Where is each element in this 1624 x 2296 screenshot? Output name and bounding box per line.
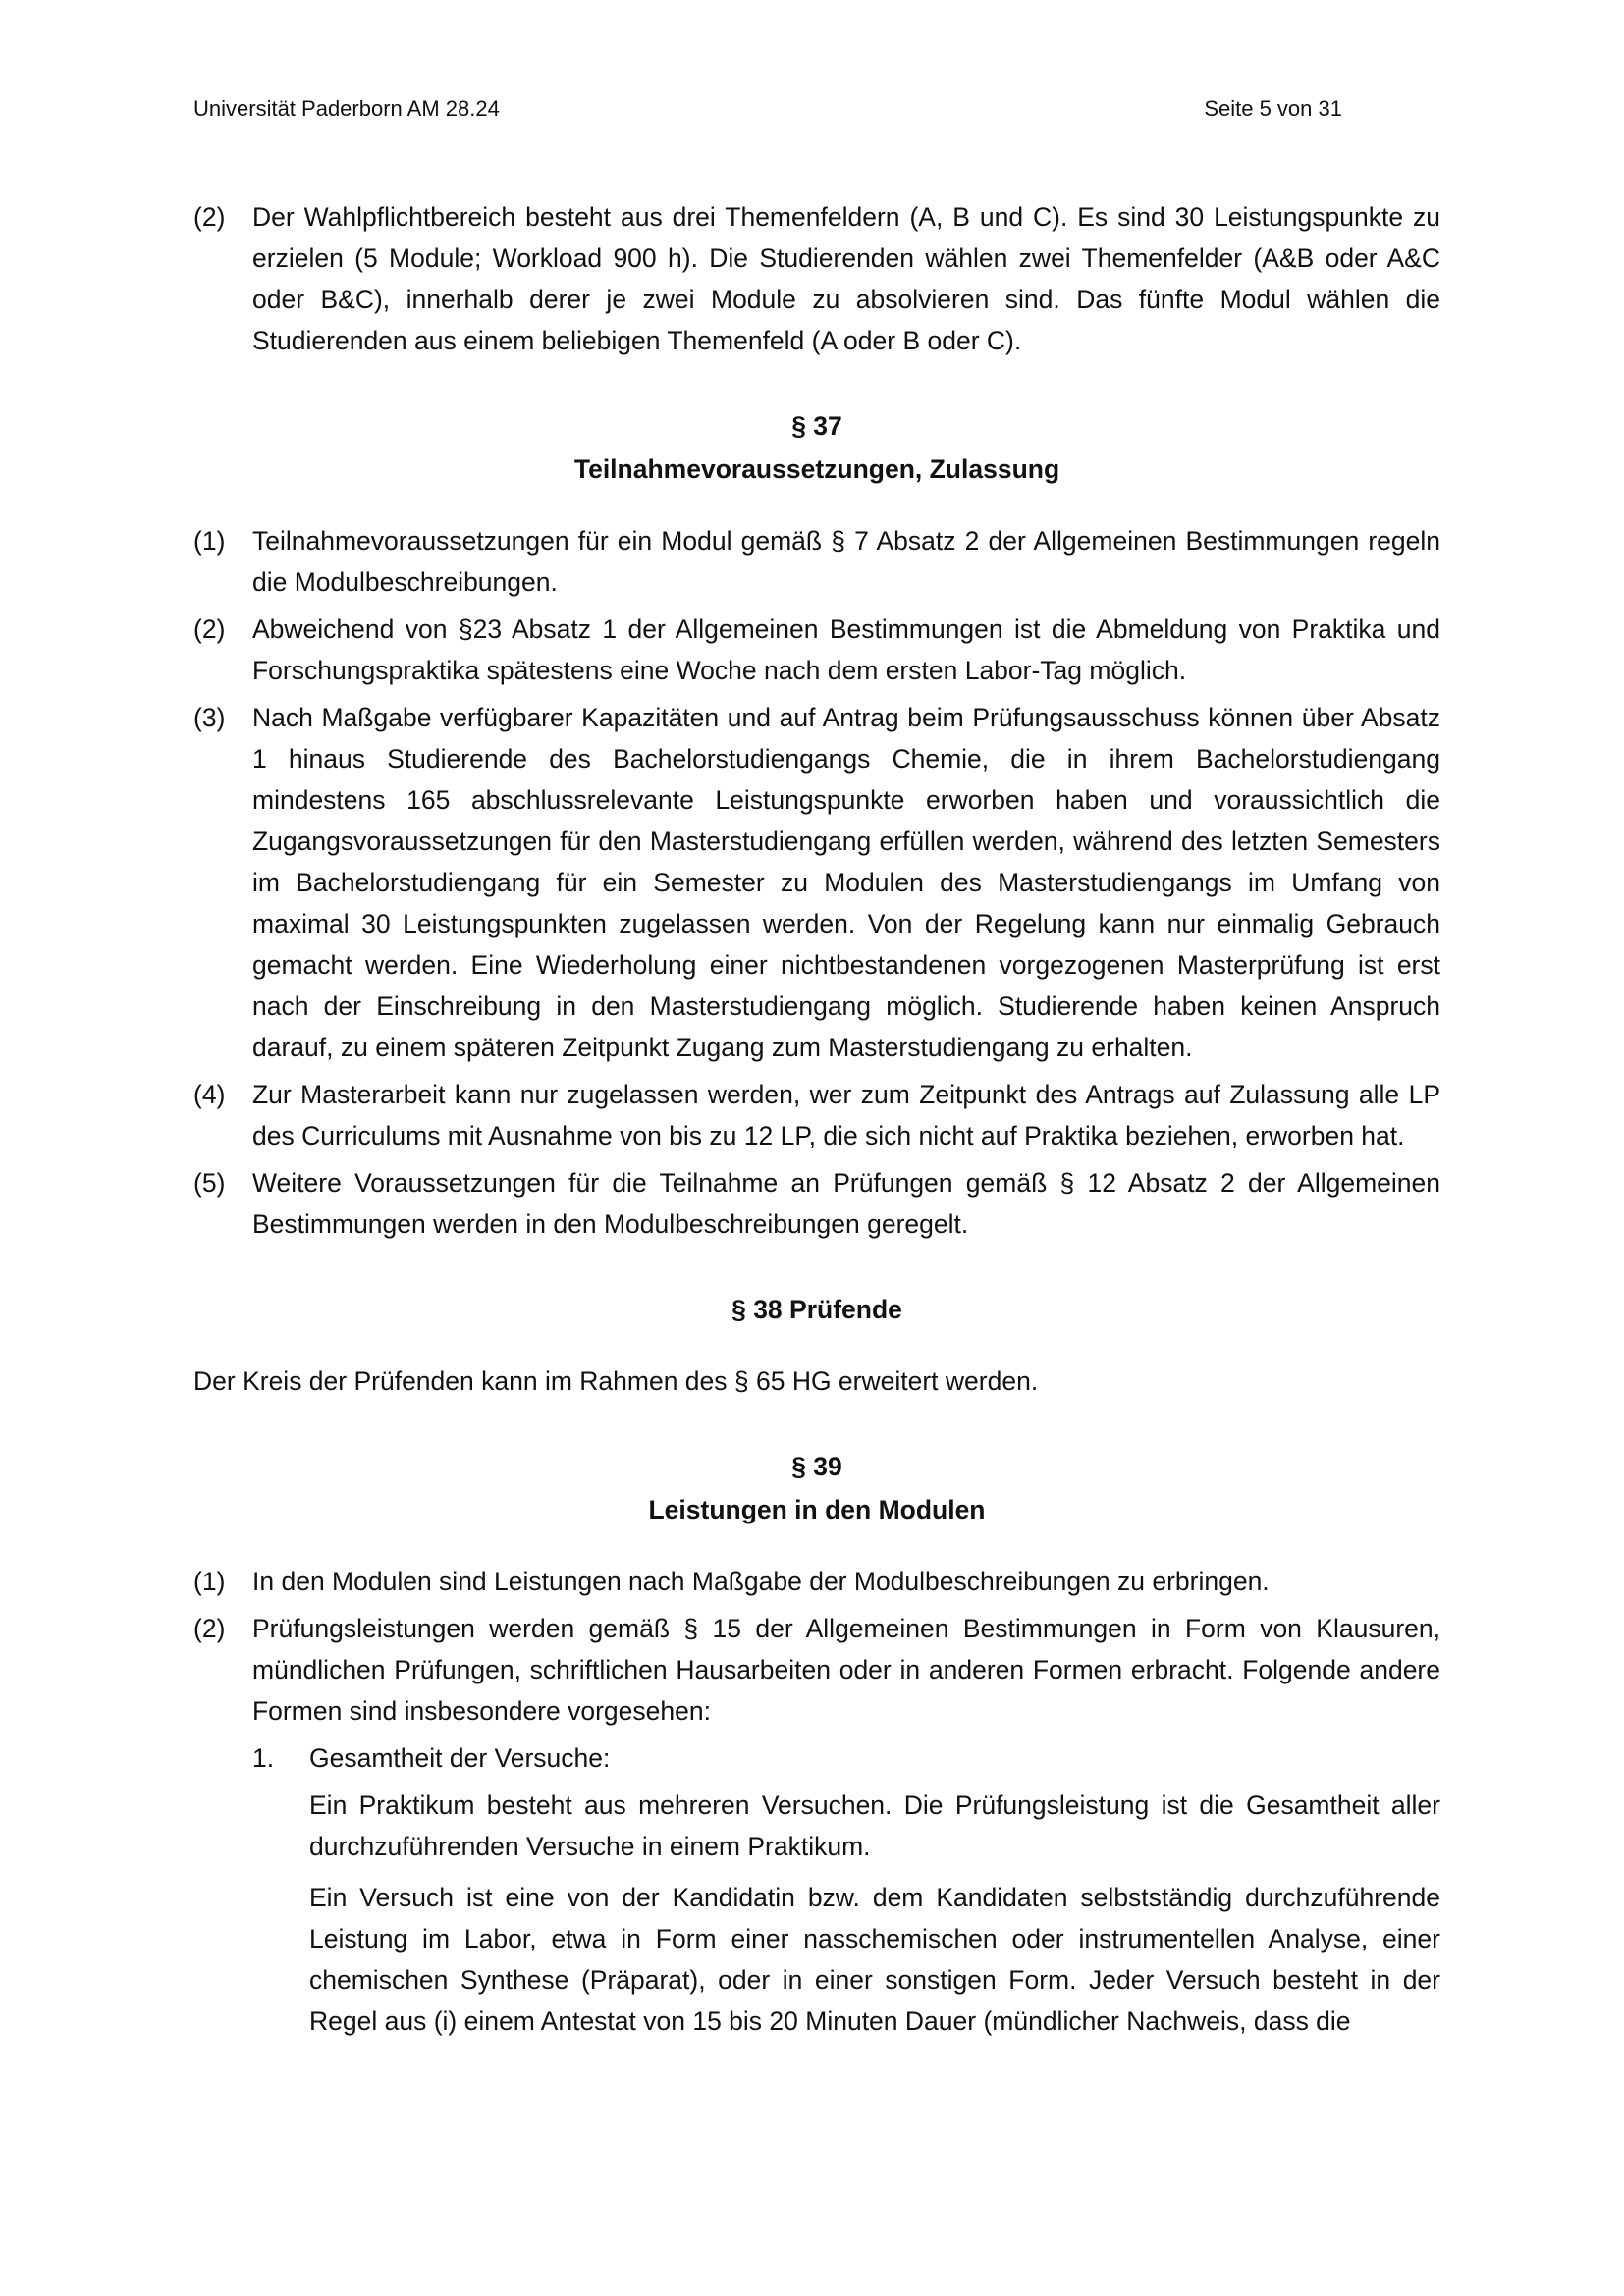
paragraph-number: (2) bbox=[193, 614, 226, 644]
paragraph-text: In den Modulen sind Leistungen nach Maßgabe der Modulbeschreibungen zu erbringen. bbox=[252, 1567, 1270, 1596]
paragraph-text: Abweichend von §23 Absatz 1 der Allgemeinen Bestimmungen ist die Abmeldung von Praktika und Forschungspraktika spätestens eine Woche nach dem ersten Labor-Tag möglich. bbox=[252, 614, 1440, 685]
document-body bbox=[193, 196, 1440, 2052]
paragraph-text: Weitere Voraussetzungen für die Teilnahme an Prüfungen gemäß § 12 Absatz 2 der Allgemeinen Bestimmungen werden in den Modulbeschreibungen geregelt. bbox=[252, 1168, 1440, 1239]
intro-paragraph bbox=[193, 196, 1440, 361]
s39-paragraph bbox=[193, 1561, 1440, 1602]
paragraph-number: (3) bbox=[193, 703, 226, 732]
s37-paragraph bbox=[193, 1074, 1440, 1156]
paragraph-text: Teilnahmevoraussetzungen für ein Modul gemäß § 7 Absatz 2 der Allgemeinen Bestimmungen regeln die Modulbeschreibungen. bbox=[252, 526, 1440, 597]
paragraph-text: Zur Masterarbeit kann nur zugelassen werden, wer zum Zeitpunkt des Antrags auf Zulassung alle LP des Curriculums mit Ausnahme von bis zu 12 LP, die sich nicht auf Praktika beziehen, erworben hat. bbox=[252, 1080, 1440, 1150]
s37-paragraph bbox=[193, 609, 1440, 691]
sub-item-label: Gesamtheit der Versuche: bbox=[309, 1743, 611, 1773]
section-number: § 39 bbox=[791, 1452, 842, 1481]
page-number: Seite 5 von 31 bbox=[1204, 96, 1342, 121]
section-title: § 38 Prüfende bbox=[731, 1295, 902, 1324]
header-left: Universität Paderborn AM 28.24 bbox=[193, 96, 500, 121]
paragraph-number: (1) bbox=[193, 526, 226, 556]
section-title: Leistungen in den Modulen bbox=[648, 1495, 986, 1524]
s37-paragraph bbox=[193, 1162, 1440, 1245]
s37-paragraph bbox=[193, 697, 1440, 1068]
paragraph-text: Nach Maßgabe verfügbarer Kapazitäten und auf Antrag beim Prüfungsausschuss können über Absatz 1 hinaus Studierende des Bachelorstudiengangs Chemie, die in ihrem Bachelorstudiengang mindestens 165 abschlussrelevante Leistungspunkte erworben haben und voraussichtlich die Zugangsvoraussetzungen für den Masterstudiengang erfüllen werden, während des letzten Semesters im Bachelorstudiengang für ein Semester zu Modulen des Masterstudiengangs im Umfang von maximal 30 Leistungspunkten zugelassen werden. Von der Regelung kann nur einmalig Gebrauch gemacht werden. Eine Wiederholung einer nichtbestandenen vorgezogenen Masterprüfung ist erst nach der Einschreibung in den Masterstudiengang möglich. Studierende haben keinen Anspruch darauf, zu einem späteren Zeitpunkt Zugang zum Masterstudiengang zu erhalten. bbox=[252, 703, 1440, 1062]
s39-paragraph bbox=[193, 1608, 1440, 1732]
paragraph-number: (2) bbox=[193, 202, 226, 232]
sub-item-paragraph: Ein Praktikum besteht aus mehreren Versuchen. Die Prüfungsleistung ist die Gesamtheit aller durchzuführenden Versuche in einem Praktikum. bbox=[309, 1790, 1440, 1861]
section-39-heading bbox=[193, 1445, 1440, 1531]
document-page bbox=[193, 0, 1440, 2296]
paragraph-number: (5) bbox=[193, 1168, 226, 1198]
paragraph-number: (1) bbox=[193, 1567, 226, 1596]
sub-item bbox=[252, 1737, 1440, 1779]
paragraph-number: (2) bbox=[193, 1614, 226, 1643]
paragraph-text: Der Wahlpflichtbereich besteht aus drei Themenfeldern (A, B und C). Es sind 30 Leistungspunkte zu erzielen (5 Module; Workload 900 h). Die Studierenden wählen zwei Themenfelder (A&B oder A&C oder B&C), innerhalb derer je zwei Module zu absolvieren sind. Das fünfte Modul wählen die Studierenden aus einem beliebigen Themenfeld (A oder B oder C). bbox=[252, 202, 1440, 355]
s38-text: Der Kreis der Prüfenden kann im Rahmen des § 65 HG erweitert werden. bbox=[193, 1366, 1039, 1396]
sub-item-paragraph: Ein Versuch ist eine von der Kandidatin bzw. dem Kandidaten selbstständig durchzuführende Leistung im Labor, etwa in Form einer nasschemischen oder instrumentellen Analyse, einer chemischen Synthese (Präparat), oder in einer sonstigen Form. Jeder Versuch besteht in der Regel aus (i) einem Antestat von 15 bis 20 Minuten Dauer (mündlicher Nachweis, dass die bbox=[309, 1883, 1440, 2036]
section-number: § 37 bbox=[791, 411, 842, 441]
section-38-heading bbox=[193, 1288, 1440, 1331]
s37-paragraph bbox=[193, 520, 1440, 603]
paragraph-text: Prüfungsleistungen werden gemäß § 15 der Allgemeinen Bestimmungen in Form von Klausuren, mündlichen Prüfungen, schriftlichen Hausarbeiten oder in anderen Formen erbracht. Folgende andere Formen sind insbesondere vorgesehen: bbox=[252, 1614, 1440, 1726]
sub-item-number: 1. bbox=[252, 1743, 275, 1773]
page-header bbox=[193, 96, 1440, 122]
section-title: Teilnahmevoraussetzungen, Zulassung bbox=[573, 454, 1060, 484]
paragraph-number: (4) bbox=[193, 1080, 226, 1109]
section-37-heading bbox=[193, 404, 1440, 491]
